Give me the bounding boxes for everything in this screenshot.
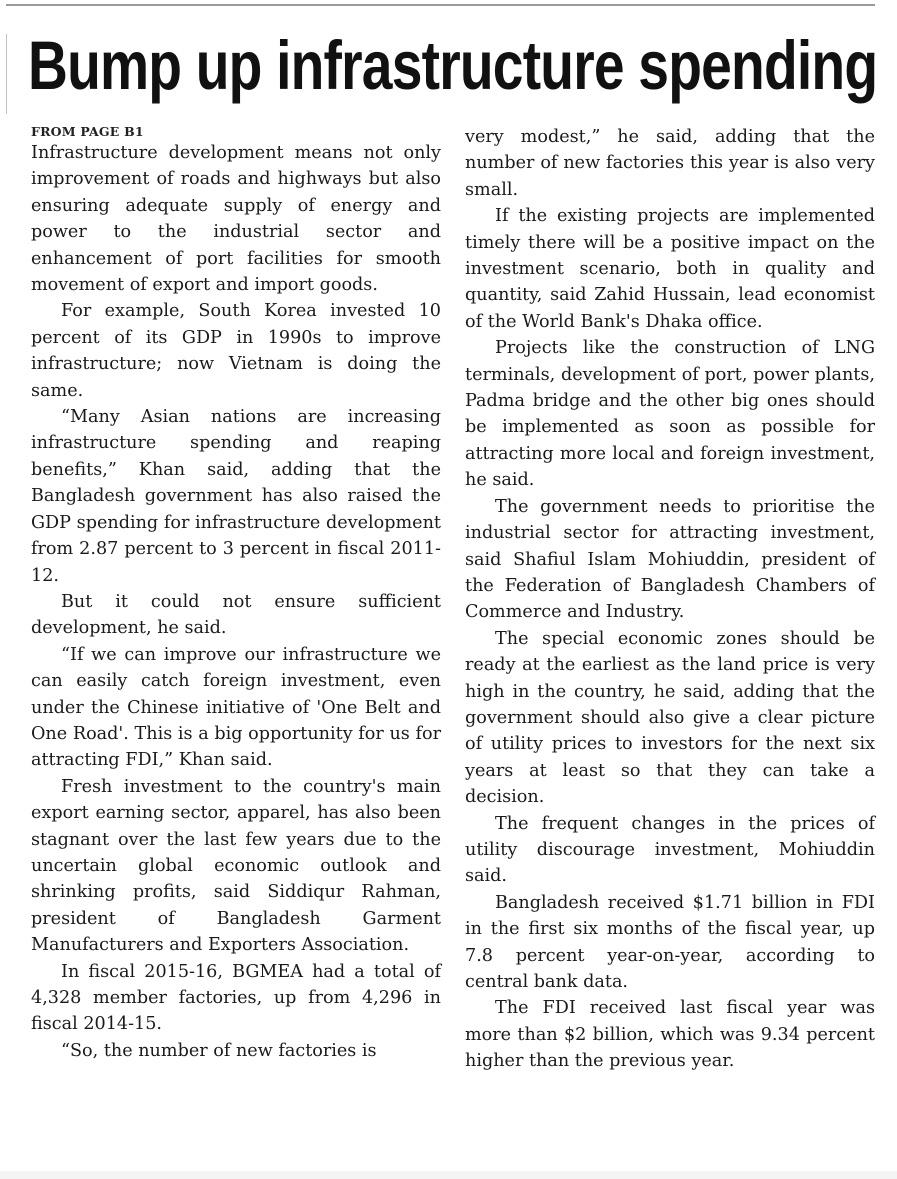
paragraph: very modest,” he said, adding that the number of new factories this year is also very small. <box>465 127 875 200</box>
paragraph: “Many Asian nations are increasing infrastructure spending and reaping benefits,” Khan said, adding that the Bangladesh government has also raised the GDP spending for infrastructure development from 2.87 percent to 3 percent in fiscal 2011-12. <box>31 407 441 586</box>
paragraph: If the existing projects are implemented timely there will be a positive impact on the investment scenario, both in quality and quantity, said Zahid Hussain, lead economist of the World Bank's Dhaka office. <box>465 206 875 332</box>
left-rule <box>6 34 7 114</box>
paragraph: The government needs to prioritise the industrial sector for attracting investment, said Shafiul Islam Mohiuddin, president of the Federation of Bangladesh Chambers of Commerce and Industry. <box>465 496 875 623</box>
paragraph: Projects like the construction of LNG terminals, development of port, power plants, Padma bridge and the other big ones should be implemented as soon as possible for attracting more local and foreign investment, he said. <box>465 338 875 491</box>
headline: Bump up infrastructure spending <box>28 27 878 104</box>
paragraph: The frequent changes in the prices of utility discourage investment, Mohiuddin said. <box>465 813 875 887</box>
article-column-2 <box>465 124 875 1075</box>
paragraph: Bangladesh received $1.71 billion in FDI in the first six months of the fiscal year, up 7.8 percent year-on-year, according to central bank data. <box>465 892 875 992</box>
paragraph: “So, the number of new factories is <box>61 1040 377 1061</box>
article-column-1 <box>31 124 441 1064</box>
paragraph: Fresh investment to the country's main export earning sector, apparel, has also been stagnant over the last few years due to the uncertain global economic outlook and shrinking profits, said Siddiqur Rahman, president of Bangladesh Garment Manufacturers and Exporters Association. <box>31 776 441 956</box>
paragraph: Infrastructure development means not only improvement of roads and highways but also ensuring adequate supply of energy and power to the industrial sector and enhancement of port facilities for smooth movement of export and import goods. <box>31 143 441 296</box>
paragraph: “If we can improve our infrastructure we can easily catch foreign investment, even under the Chinese initiative of 'One Belt and One Road'. This is a big opportunity for us for attracting FDI,” Khan said. <box>31 644 441 771</box>
from-page-kicker: FROM PAGE B1 <box>31 124 144 139</box>
bottom-margin <box>0 1171 897 1179</box>
paragraph: The special economic zones should be ready at the earliest as the land price is very high in the country, he said, adding that the government should also give a clear picture of utility prices to investors for the next six years at least so that they can take a decision. <box>465 628 875 808</box>
paragraph: The FDI received last fiscal year was more than $2 billion, which was 9.34 percent higher than the previous year. <box>465 998 875 1072</box>
paragraph: But it could not ensure sufficient development, he said. <box>31 591 441 639</box>
paragraph: For example, South Korea invested 10 percent of its GDP in 1990s to improve infrastructure; now Vietnam is doing the same. <box>31 301 441 401</box>
paragraph: In fiscal 2015-16, BGMEA had a total of 4,328 member factories, up from 4,296 in fiscal 2014-15. <box>31 961 441 1035</box>
top-rule <box>6 4 875 6</box>
